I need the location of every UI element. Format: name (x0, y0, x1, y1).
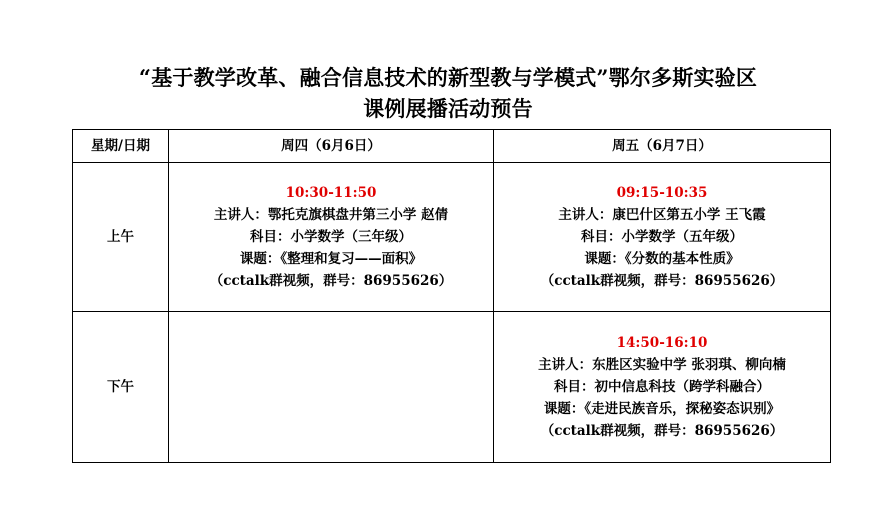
table-header-row (73, 130, 831, 163)
session-platform: （cctalk群视频，群号：86955626） (540, 423, 784, 439)
session-cell-friday-morning (494, 163, 831, 312)
document-title-line1: “基于教学改革、融合信息技术的新型教与学模式”鄂尔多斯实验区 (138, 65, 758, 90)
table-row-morning (73, 163, 831, 312)
schedule-table (72, 129, 831, 463)
row-label-cell-afternoon (73, 312, 169, 463)
session-time: 09:15-10:35 (616, 185, 708, 201)
session-subject: 科目：初中信息科技（跨学科融合） (554, 379, 770, 395)
session-speaker: 主讲人：东胜区实验中学 张羽琪、柳向楠 (538, 357, 786, 373)
header-day2-label: 周五（6月7日） (612, 138, 712, 154)
row-label-morning: 上午 (107, 229, 134, 245)
session-speaker: 主讲人：鄂托克旗棋盘井第三小学 赵倩 (213, 207, 449, 223)
session-cell-friday-afternoon (494, 312, 831, 463)
session-platform: （cctalk群视频，群号：86955626） (540, 273, 784, 289)
header-day2-cell (494, 130, 831, 163)
session-speaker: 主讲人：康巴什区第五小学 王飞霞 (558, 207, 766, 223)
session-time: 10:30-11:50 (285, 185, 377, 201)
session-cell-thursday-afternoon-empty (169, 312, 494, 463)
session-time: 14:50-16:10 (616, 335, 708, 351)
session-subject: 科目：小学数学（三年级） (250, 229, 412, 245)
row-label-cell-morning (73, 163, 169, 312)
session-cell-thursday-morning (169, 163, 494, 312)
session-platform: （cctalk群视频，群号：86955626） (209, 273, 453, 289)
header-corner-cell (73, 130, 169, 163)
session-topic: 课题：《走进民族音乐，探秘姿态识别》 (543, 401, 781, 417)
session-subject: 科目：小学数学（五年级） (581, 229, 743, 245)
row-label-afternoon: 下午 (107, 379, 134, 395)
header-corner-label: 星期/日期 (91, 138, 150, 154)
document-title-line2: 课例展播活动预告 (363, 96, 533, 121)
header-day1-cell (169, 130, 494, 163)
header-day1-label: 周四（6月6日） (281, 138, 381, 154)
table-row-afternoon (73, 312, 831, 463)
session-topic: 课题：《整理和复习——面积》 (239, 251, 423, 267)
session-topic: 课题：《分数的基本性质》 (584, 251, 740, 267)
